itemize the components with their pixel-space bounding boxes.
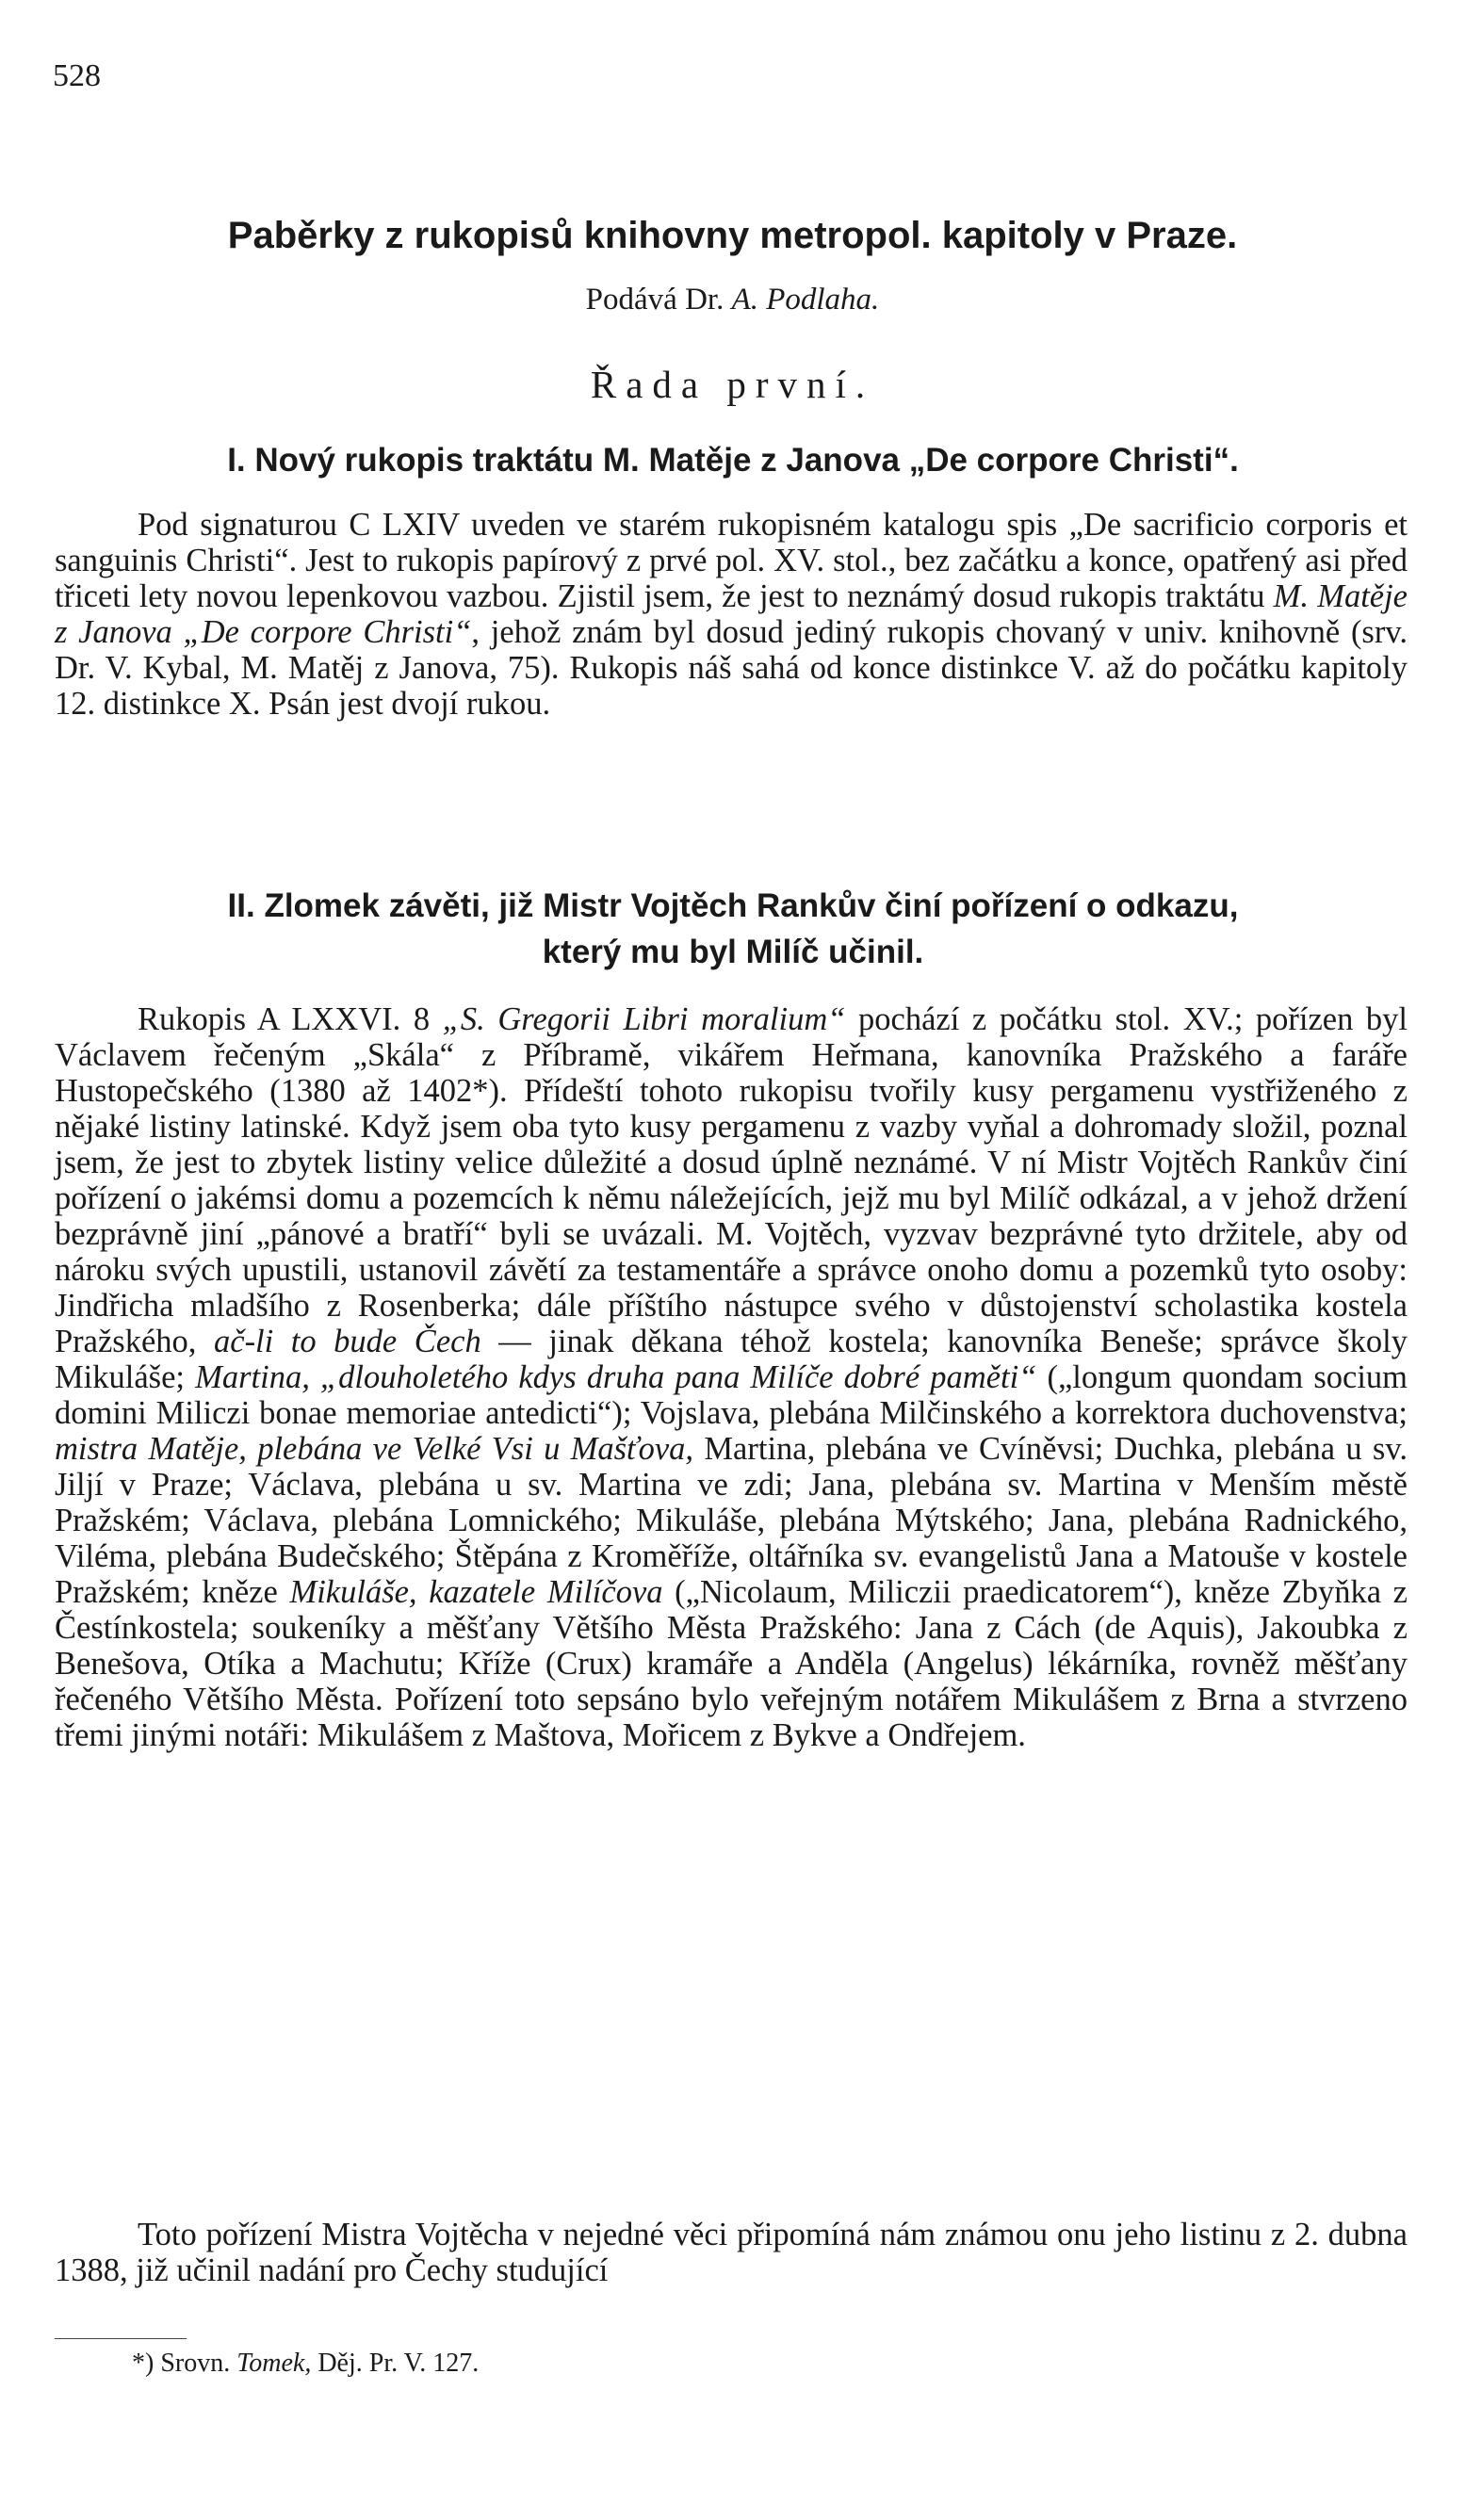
s2-text-h: mistra Matěje, plebána ve Velké Vsi u Mašťova, bbox=[55, 1431, 694, 1467]
section-1-heading: I. Nový rukopis traktátu M. Matěje z Janova „De corpore Christi“. bbox=[227, 442, 1239, 479]
page-number: 528 bbox=[53, 58, 101, 93]
s2-text-a: Rukopis A LXXVI. 8 bbox=[138, 1001, 431, 1037]
footnote bbox=[132, 2349, 479, 2379]
s2-text-b: „S. Gregorii Libri moralium“ bbox=[442, 1001, 846, 1037]
s2-text-g: („longum quondam socium domini Miliczi bonae memoriae antedicti“); Vojslava, plebána Milčinského a korrektora duchovenstva; bbox=[55, 1359, 1408, 1431]
section-2-paragraph bbox=[55, 1001, 1408, 1753]
s2-heading-line2: který mu byl Milíč učinil. bbox=[542, 934, 924, 970]
section-2-heading bbox=[55, 883, 1411, 975]
author-name: A. Podlaha. bbox=[731, 283, 880, 317]
author-line bbox=[0, 283, 1465, 317]
author-prefix: Podává Dr. bbox=[585, 283, 724, 317]
s1-text-c: , jehož znám byl dosud jediný rukopis chovaný v univ. knihovně (srv. Dr. V. Kybal, M. Matěj z Janova, 75). Rukopis náš sahá od konce distinkce V. až do počátku kapitoly 12. distinkce X. Psán jest dvojí rukou. bbox=[55, 614, 1408, 722]
section-2-paragraph-continued bbox=[55, 2217, 1408, 2288]
s2-heading-line1: II. Zlomek závěti, již Mistr Vojtěch Rankův činí pořízení o odkazu, bbox=[227, 887, 1239, 924]
s2-text-e: — jinak děkana téhož kostela; kanovníka Beneše; správce školy Mikuláše; bbox=[55, 1324, 1408, 1395]
footnote-prefix: *) Srovn. bbox=[132, 2349, 231, 2378]
s2-text-f: Martina, „dlouholetého kdys druha pana Milíče dobré paměti“ bbox=[195, 1359, 1037, 1395]
footnote-author: Tomek, bbox=[236, 2349, 312, 2378]
s2-text-c: pochází z počátku stol. XV.; pořízen byl Václavem řečeným „Skála“ z Příbramě, vikářem Heřmana, kanovníka Pražského a faráře Hustopečského (1380 až 1402*). Přídeští tohoto rukopisu tvořily kusy pergamenu vystřiženého z nějaké listiny latinské. Když jsem oba tyto kusy pergamenu z vazby vyňal a dohromady složil, poznal jsem, že jest to zbytek listiny velice důležité a dosud úplně neznámé. V ní Mistr Vojtěch Rankův činí pořízení o jakémsi domu a pozemcích k němu náležejících, jejž mu byl Milíč odkázal, a v jehož držení bezprávně jiní „pánové a bratří“ byli se uvázali. M. Vojtěch, vyzvav bezprávné tyto držitele, aby od nároku svých upustili, ustanovil závětí za testamentáře a správce onoho domu a pozemků tyto osoby: Jindřicha mladšího z Rosenberka; dále příštího nástupce svého v důstojenství scholastika kostela Pražského, bbox=[55, 1001, 1408, 1359]
section-1-paragraph bbox=[55, 507, 1408, 722]
article-title: Paběrky z rukopisů knihovny metropol. kapitoly v Praze. bbox=[227, 215, 1238, 256]
s2-text-j: Mikuláše, kazatele Milíčova bbox=[289, 1574, 663, 1610]
s2-text-p3: Toto pořízení Mistra Vojtěcha v nejedné věci připomíná nám známou onu jeho listinu z 2. dubna 1388, již učinil nadání pro Čechy studující bbox=[55, 2217, 1408, 2288]
s2-text-i: Martina, plebána ve Cvíněvsi; Duchka, plebána u sv. Jiljí v Praze; Václava, plebána u sv. Martina ve zdi; Jana, plebána sv. Martina v Menším městě Pražském; Václava, plebána Lomnického; Mikuláše, plebána Mýtského; Jana, plebána Radnického, Viléma, plebána Budečského; Štěpána z Kroměříže, oltářníka sv. evangelistů Jana a Matouše v kostele Pražském; kněze bbox=[55, 1431, 1408, 1610]
footnote-divider bbox=[55, 2338, 187, 2339]
footnote-ref: Děj. Pr. V. 127. bbox=[317, 2349, 480, 2378]
s2-text-k: („Nicolaum, Miliczii praedicatorem“), kněze Zbyňka z Čestínkostela; soukeníky a měšťany Většího Města Pražského: Jana z Cách (de Aquis), Jakoubka z Benešova, Otíka a Machutu; Kříže (Crux) kramáře a Anděla (Angelus) lékárníka, rovněž měšťany řečeného Většího Města. Pořízení toto sepsáno bylo veřejným notářem Mikulášem z Brna a stvrzeno třemi jinými notáři: Mikulášem z Maštova, Mořicem z Bykve a Ondřejem. bbox=[55, 1574, 1408, 1753]
s1-text-b: M. Matěje z Janova „De corpore Christi“ bbox=[55, 578, 1408, 650]
series-heading: Řada první. bbox=[590, 363, 875, 406]
s2-text-d: ač-li to bude Čech bbox=[214, 1324, 481, 1359]
s1-text-a: Pod signaturou C LXIV uveden ve starém rukopisném katalogu spis „De sacrificio corporis et sanguinis Christi“. Jest to rukopis papírový z prvé pol. XV. stol., bez začátku a konce, opatřený asi před třiceti lety novou lepenkovou vazbou. Zjistil jsem, že jest to neznámý dosud rukopis traktátu bbox=[55, 507, 1408, 614]
